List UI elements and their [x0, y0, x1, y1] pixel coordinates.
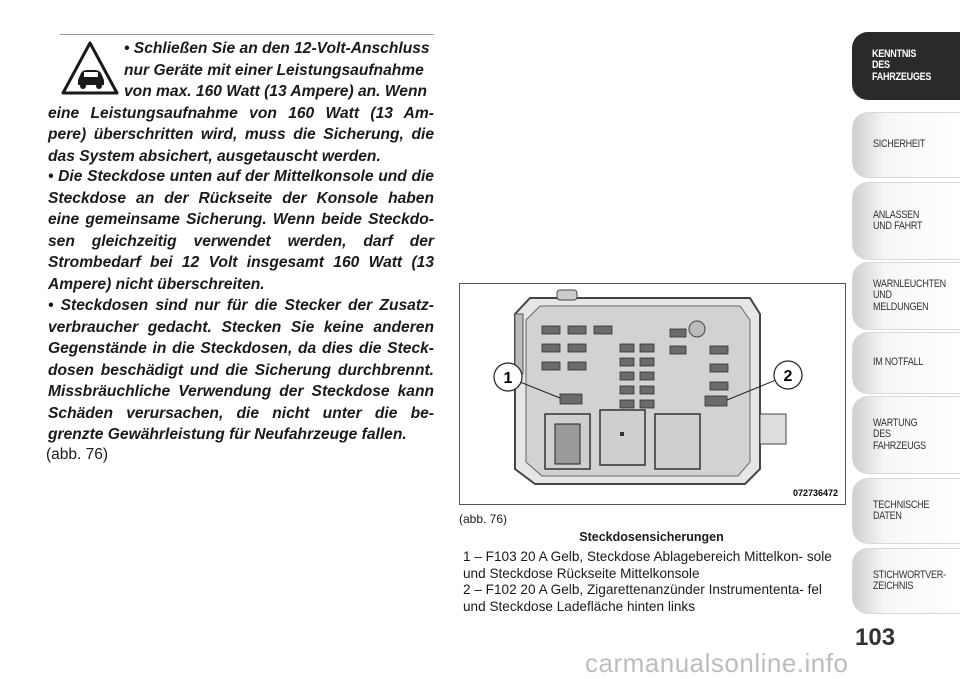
tab-label: KENNTNIS DES FAHRZEUGES: [872, 47, 932, 83]
tab-stichwortverzeichnis[interactable]: [852, 548, 960, 614]
tab-technische-daten[interactable]: [852, 478, 960, 544]
figure-caption: [463, 549, 841, 615]
tab-anlassen-und-fahrt[interactable]: [852, 182, 960, 260]
warning-top-rule: [60, 34, 434, 35]
warning-paragraph-2: • Die Steckdose unten auf der Mittelkonsole und die Steckdose an der Rückseite der Konsole haben eine gemeinsame Sicherung. Wenn beide Steckdo- sen gleichzeitig verwendet werden, darf der Strombedarf bei 12 Volt insgesamt 160 Watt (13 Ampere) nicht überschreiten.: [48, 168, 434, 293]
warning-line-1: • Schließen Sie an den 12-Volt-Anschluss: [124, 40, 430, 57]
image-code: 072736472: [792, 488, 838, 498]
figure-reference: (abb. 76): [46, 446, 109, 463]
warning-para1-rest: eine Leistungsaufnahme von 160 Watt (13 Am- pere) überschritten wird, muss die Sicherung, die das System absichert, ausgetauscht werden.: [48, 104, 434, 165]
callout-2: 2: [783, 368, 793, 385]
tab-label: IM NOTFALL: [873, 356, 924, 369]
tab-sicherheit[interactable]: [852, 112, 960, 178]
warning-paragraph-1: [48, 38, 434, 167]
caption-item-2: 2 – F102 20 A Gelb, Zigarettenanzünder Instrumententa- fel und Steckdose Ladefläche hinten links: [463, 582, 822, 614]
tab-kenntnis-des-fahrzeuges[interactable]: [852, 32, 960, 100]
caption-item-1: 1 – F103 20 A Gelb, Steckdose Ablagebereich Mittelkon- sole und Steckdose Rückseite Mittelkonsole: [463, 549, 832, 581]
fuse-box-illustration: [460, 284, 845, 504]
watermark: carmanualsonline.info: [585, 648, 849, 678]
tab-label: ANLASSEN UND FAHRT: [873, 208, 923, 232]
warning-line-3: von max. 160 Watt (13 Ampere) an. Wenn: [124, 83, 428, 100]
tab-label: TECHNISCHE DATEN: [873, 498, 930, 522]
tab-label: SICHERHEIT: [873, 138, 926, 151]
tab-label: WARTUNG DES FAHRZEUGS: [873, 416, 926, 452]
page-number: 103: [855, 624, 896, 651]
callout-1: 1: [503, 370, 513, 387]
tab-warnleuchten-und-meldungen[interactable]: [852, 262, 960, 330]
fuse-box-figure: [459, 283, 846, 505]
tab-label: WARNLEUCHTEN UND MELDUNGEN: [873, 277, 946, 313]
warning-paragraph-3: • Steckdosen sind nur für die Stecker der Zusatz- verbraucher gedacht. Stecken Sie keine anderen Gegenstände in die Steckdosen, da dies die Steck- dosen beschädigt und die Sicherung durchbrennt. Missbräuchliche Verwendung der Steckdose kann Schäden verursachen, die nicht unter die be- grenzte Gewährleistung für Neufahrzeuge fallen.: [48, 297, 434, 443]
tab-wartung-des-fahrzeugs[interactable]: [852, 396, 960, 474]
warning-line-2: nur Geräte mit einer Leistungsaufnahme: [124, 61, 424, 79]
figure-title: Steckdosensicherungen: [579, 530, 724, 544]
tab-im-notfall[interactable]: [852, 332, 960, 394]
tab-label: STICHWORTVER- ZEICHNIS: [873, 568, 946, 592]
figure-label: (abb. 76): [459, 512, 508, 526]
